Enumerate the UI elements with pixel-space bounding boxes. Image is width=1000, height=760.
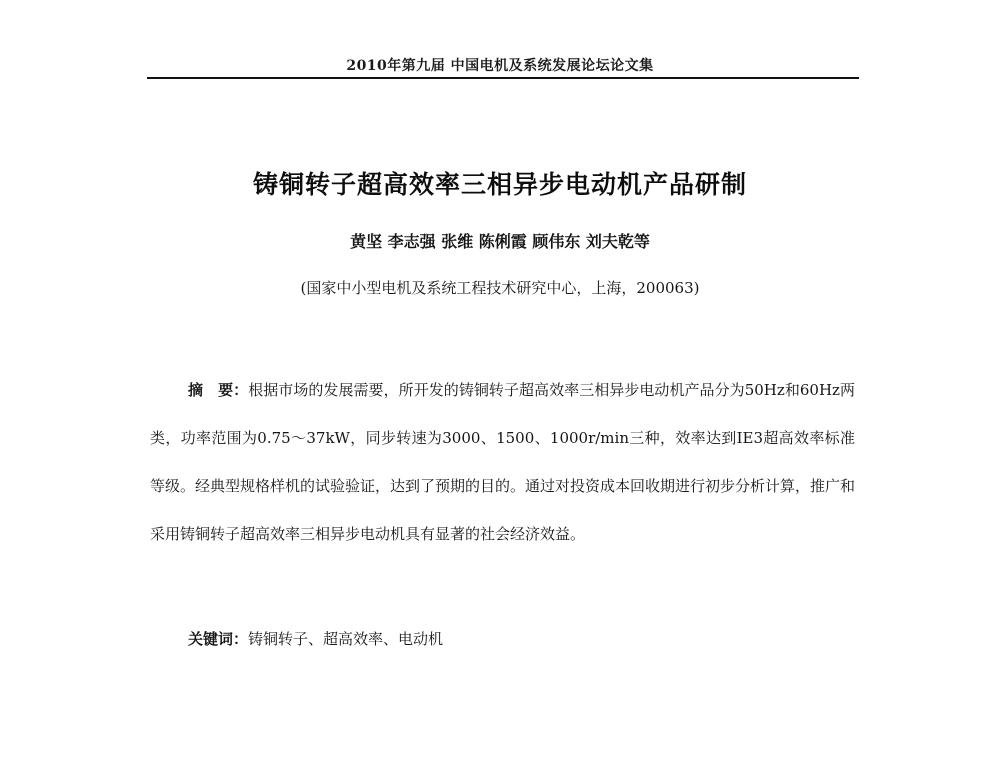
keywords-label: 关键词：	[188, 630, 249, 648]
abstract	[150, 366, 855, 558]
header-rule	[147, 77, 859, 79]
affiliation: (国家中小型电机及系统工程技术研究中心，上海，200063)	[300, 279, 700, 297]
abstract-text: 根据市场的发展需要，所开发的铸铜转子超高效率三相异步电动机产品分为50Hz和60Hz两类，功率范围为0.75～37kW，同步转速为3000、1500、1000r/min三种，效率达到IE3超高效率标准等级。经典型规格样机的试验验证，达到了预期的目的。通过对投资成本回收期进行初步分析计算，推广和采用铸铜转子超高效率三相异步电动机具有显著的社会经济效益。	[150, 381, 856, 543]
abstract-label: 摘 要：	[188, 381, 249, 399]
paper-title: 铸铜转子超高效率三相异步电动机产品研制	[252, 170, 747, 199]
running-header: 2010年第九届 中国电机及系统发展论坛论文集	[346, 58, 654, 74]
keywords-text: 铸铜转子、超高效率、电动机	[248, 630, 444, 648]
keywords	[188, 628, 443, 649]
author-list: 黄坚 李志强 张维 陈俐霞 顾伟东 刘夫乾等	[350, 232, 650, 251]
